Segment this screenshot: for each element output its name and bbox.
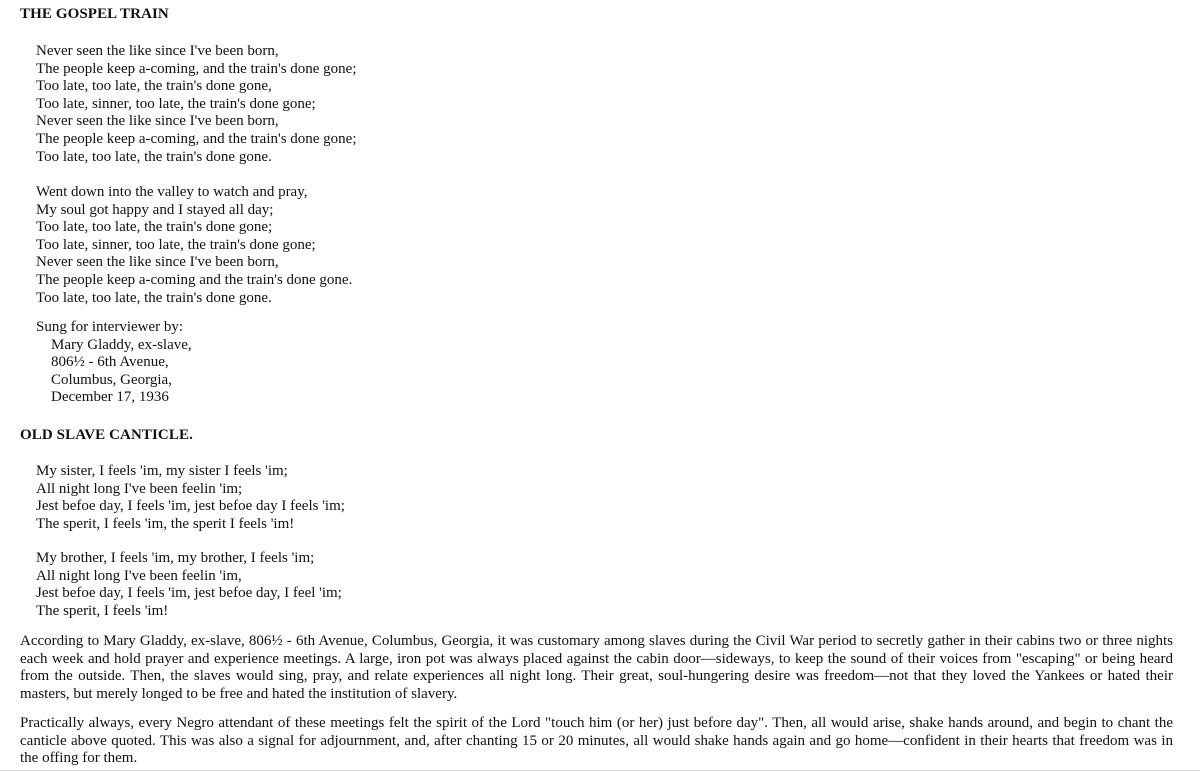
gospel-train-stanza-1 xyxy=(36,43,357,166)
verse-line: My brother, I feels 'im, my brother, I feels 'im; xyxy=(36,550,315,566)
narrative-paragraph: Practically always, every Negro attendant of these meetings felt the spirit of the Lord "touch him (or her) just before day". Then, all would arise, shake hands around, and begin to chant the canticle above quoted. This was also a signal for adjournment, and, after chanting 15 or 20 minutes, all would shake hands again and go home—confident in their hearts that freedom was in the offing for them. xyxy=(20,715,1173,767)
verse-line: Too late, too late, the train's done gone. xyxy=(36,148,272,165)
verse-line: My sister, I feels 'im, my sister I feels 'im; xyxy=(36,463,288,479)
verse-line: All night long I've been feelin 'im, xyxy=(36,567,242,584)
verse-line: The sperit, I feels 'im, the sperit I feels 'im! xyxy=(36,515,295,532)
verse-line: The people keep a-coming, and the train's done gone; xyxy=(36,60,357,77)
verse-line: The people keep a-coming and the train's done gone. xyxy=(36,271,353,288)
credit-line: December 17, 1936 xyxy=(51,389,169,406)
canticle-stanza-1 xyxy=(36,463,345,533)
credit-intro: Sung for interviewer by: xyxy=(36,319,184,335)
verse-line: The people keep a-coming, and the train's done gone; xyxy=(36,130,357,147)
verse-line: Jest befoe day, I feels 'im, jest befoe day, I feel 'im; xyxy=(36,585,342,602)
credit-line: Mary Gladdy, ex-slave, xyxy=(51,336,192,353)
verse-line: Too late, too late, the train's done gone; xyxy=(36,219,273,236)
canticle-stanza-2 xyxy=(36,550,342,620)
verse-line: My soul got happy and I stayed all day; xyxy=(36,201,274,218)
verse-line: Went down into the valley to watch and pray, xyxy=(36,184,308,200)
verse-line: Too late, sinner, too late, the train's done gone; xyxy=(36,95,316,112)
verse-line: Never seen the like since I've been born, xyxy=(36,43,279,59)
verse-line: The sperit, I feels 'im! xyxy=(36,602,169,619)
verse-line: All night long I've been feelin 'im; xyxy=(36,480,243,497)
gospel-train-title: THE GOSPEL TRAIN xyxy=(20,6,169,22)
credit-line: Columbus, Georgia, xyxy=(51,371,172,388)
gospel-train-stanza-2 xyxy=(36,184,352,307)
slave-canticle-title: OLD SLAVE CANTICLE. xyxy=(20,427,193,443)
singer-credit xyxy=(36,319,192,407)
verse-line: Never seen the like since I've been born, xyxy=(36,113,279,130)
verse-line: Too late, sinner, too late, the train's done gone; xyxy=(36,236,316,253)
verse-line: Jest befoe day, I feels 'im, jest befoe day I feels 'im; xyxy=(36,498,345,515)
verse-line: Too late, too late, the train's done gone, xyxy=(36,78,272,95)
credit-line: 806½ - 6th Avenue, xyxy=(51,354,169,371)
verse-line: Never seen the like since I've been born, xyxy=(36,254,279,271)
verse-line: Too late, too late, the train's done gone. xyxy=(36,289,272,306)
narrative-paragraph: According to Mary Gladdy, ex-slave, 806½ - 6th Avenue, Columbus, Georgia, it was customary among slaves during the Civil War period to secretly gather in their cabins two or three nights each week and hold prayer and experience meetings. A large, iron pot was always placed against the cabin door—sideways, to keep the sound of their voices from "escaping" or being heard from the outside. Then, the slaves would sing, pray, and relate experiences all night long. Their great, soul-hungering desire was freedom—not that they loved the Yankees or hated their masters, but merely longed to be free and hated the institution of slavery. xyxy=(20,633,1173,702)
